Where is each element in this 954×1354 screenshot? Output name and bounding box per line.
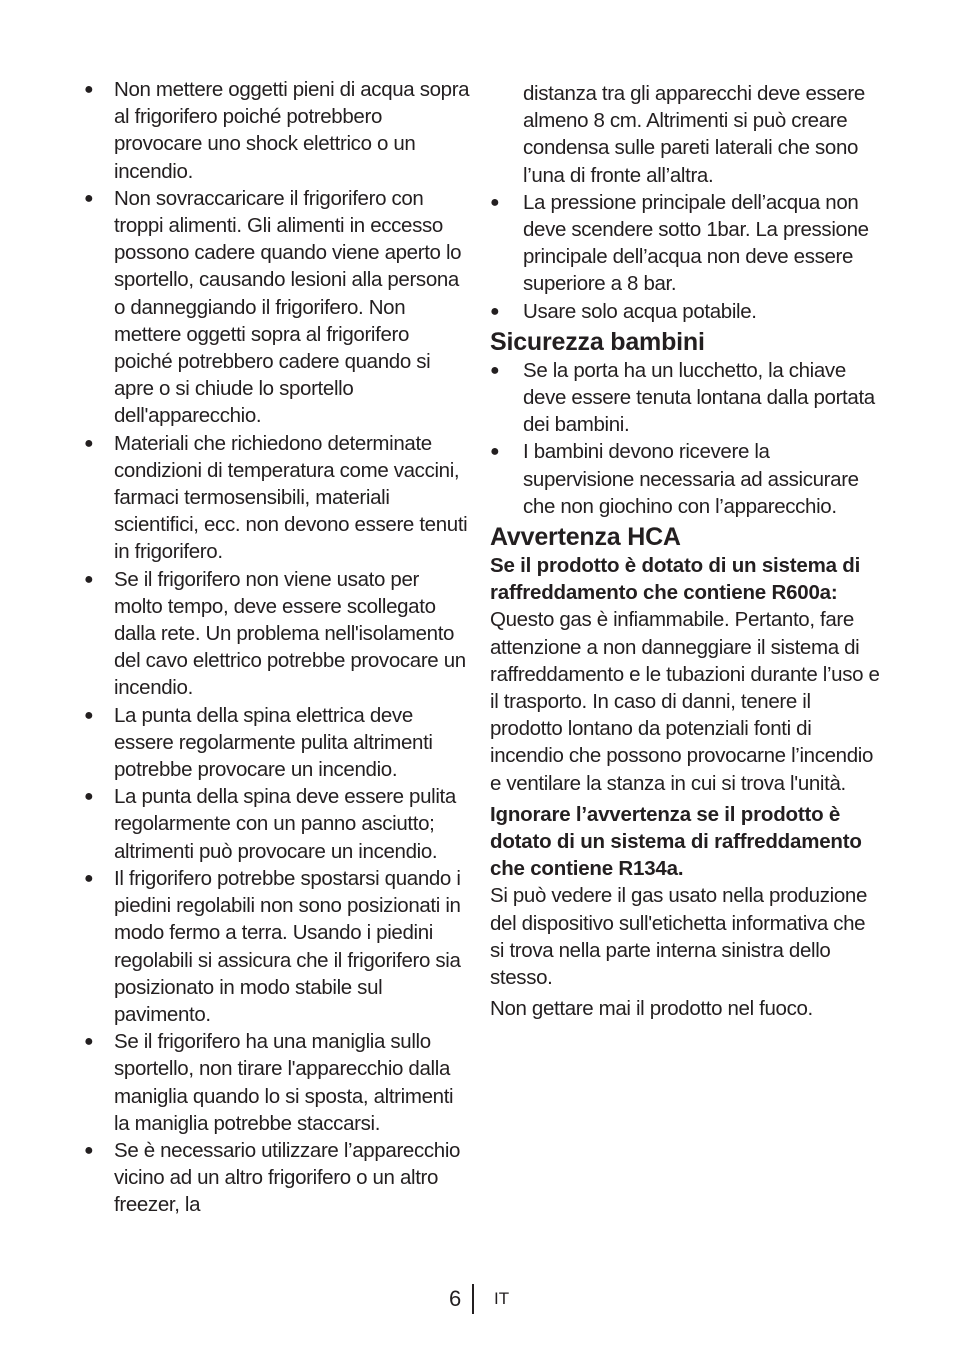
bullet-icon: ● bbox=[84, 189, 94, 207]
child-safety-list bbox=[490, 357, 880, 520]
bullet-icon: ● bbox=[84, 1141, 94, 1159]
continued-text: distanza tra gli apparecchi deve essere almeno 8 cm. Altrimenti si può creare condensa sulle pareti laterali che sono l’una di fronte all’altra. bbox=[523, 82, 865, 187]
list-item-text: Il frigorifero potrebbe spostarsi quando i piedini regolabili non sono posizionati in modo fermo a terra. Usando i piedini regolabili si assicura che il frigorifero sia posizionato in modo stabile sul pavimento. bbox=[114, 866, 461, 1026]
bullet-icon: ● bbox=[490, 193, 500, 211]
bullet-icon: ● bbox=[84, 81, 94, 98]
bullet-icon: ● bbox=[490, 443, 500, 461]
list-item bbox=[84, 702, 470, 784]
safety-list bbox=[84, 76, 470, 1219]
language-code: IT bbox=[494, 1289, 510, 1308]
page-number: 6 bbox=[449, 1286, 462, 1311]
list-item bbox=[84, 1028, 470, 1137]
page-footer bbox=[0, 1284, 954, 1314]
right-column bbox=[490, 80, 880, 1023]
list-item bbox=[84, 185, 470, 430]
bullet-icon: ● bbox=[84, 434, 94, 452]
water-list bbox=[490, 189, 880, 325]
list-item-text: Usare solo acqua potabile. bbox=[523, 299, 757, 323]
list-item bbox=[490, 357, 880, 439]
list-item bbox=[490, 438, 880, 520]
list-item-text: Se la porta ha un lucchetto, la chiave deve essere tenuta lontana dalla portata dei bambini. bbox=[523, 358, 875, 437]
bullet-icon: ● bbox=[490, 302, 500, 320]
r600a-subheading: Se il prodotto è dotato di un sistema di raffreddamento che contiene R600a: bbox=[490, 554, 861, 605]
bullet-icon: ● bbox=[84, 706, 94, 724]
list-item bbox=[84, 1137, 470, 1219]
fire-warning: Non gettare mai il prodotto nel fuoco. bbox=[490, 997, 813, 1021]
bullet-icon: ● bbox=[84, 788, 94, 806]
list-item bbox=[84, 430, 470, 566]
hca-heading: Avvertenza HCA bbox=[490, 523, 681, 552]
list-item-text: La punta della spina deve essere pulita regolarmente con un panno asciutto; altrimenti può provocare un incendio. bbox=[114, 785, 456, 863]
r600a-paragraph: Questo gas è infiammabile. Pertanto, fare attenzione a non danneggiare il sistema di raffreddamento e le tubazioni durante l’uso e il trasporto. In caso di danni, tenere il prodotto lontano da potenziali fonti di incendio che possono provocarne l’incendio e ventilare la stanza in cui si trova l'unità. bbox=[490, 608, 880, 795]
list-item bbox=[490, 298, 880, 325]
list-item-text: Materiali che richiedono determinate condizioni di temperatura come vaccini, farmaci termosensibili, materiali scientifici, ecc. non devono essere tenuti in frigorifero. bbox=[114, 431, 468, 564]
bullet-icon: ● bbox=[490, 361, 500, 379]
list-item bbox=[84, 566, 470, 702]
left-column bbox=[84, 76, 470, 1219]
list-item-text: Se il frigorifero non viene usato per molto tempo, deve essere scollegato dalla rete. Un problema nell'isolamento del cavo elettrico potrebbe provocare un incendio. bbox=[114, 567, 466, 700]
bullet-icon: ● bbox=[84, 869, 94, 887]
list-item-text: Non sovraccaricare il frigorifero con troppi alimenti. Gli alimenti in eccesso possono cadere quando viene aperto lo sportello, causando lesioni alla persona o danneggiando il frigorifero. Non mettere oggetti sopra al frigorifero poiché potrebbero cadere quando si apre o si chiude lo sportello dell'apparecchio. bbox=[114, 186, 462, 428]
list-item bbox=[84, 865, 470, 1028]
list-item bbox=[490, 189, 880, 298]
child-safety-heading: Sicurezza bambini bbox=[490, 327, 705, 356]
list-item bbox=[84, 76, 470, 185]
list-item-text: Non mettere oggetti pieni di acqua sopra al frigorifero poiché potrebbero provocare uno shock elettrico o un incendio. bbox=[114, 78, 470, 183]
r134a-subheading: Ignorare l’avvertenza se il prodotto è dotato di un sistema di raffreddamento che contiene R134a. bbox=[490, 802, 862, 881]
bullet-icon: ● bbox=[84, 1033, 94, 1051]
list-item bbox=[84, 783, 470, 865]
list-item-text: I bambini devono ricevere la supervisione necessaria ad assicurare che non giochino con l’apparecchio. bbox=[523, 440, 859, 518]
footer-divider bbox=[472, 1284, 474, 1314]
list-item-text: La pressione principale dell’acqua non deve scendere sotto 1bar. La pressione principale dell’acqua non deve essere superiore a 8 bar. bbox=[523, 190, 869, 296]
bullet-icon: ● bbox=[84, 570, 94, 588]
list-item-text: La punta della spina elettrica deve essere regolarmente pulita altrimenti potrebbe provocare un incendio. bbox=[114, 703, 433, 782]
r134a-paragraph: Si può vedere il gas usato nella produzione del dispositivo sull'etichetta informativa che si trova nella parte interna sinistra dello stesso. bbox=[490, 884, 867, 990]
list-item-text: Se è necessario utilizzare l’apparecchio vicino ad un altro frigorifero o un altro freezer, la bbox=[114, 1138, 461, 1217]
list-item-text: Se il frigorifero ha una maniglia sullo sportello, non tirare l'apparecchio dalla maniglia quando lo si sposta, altrimenti la maniglia potrebbe staccarsi. bbox=[114, 1030, 454, 1135]
